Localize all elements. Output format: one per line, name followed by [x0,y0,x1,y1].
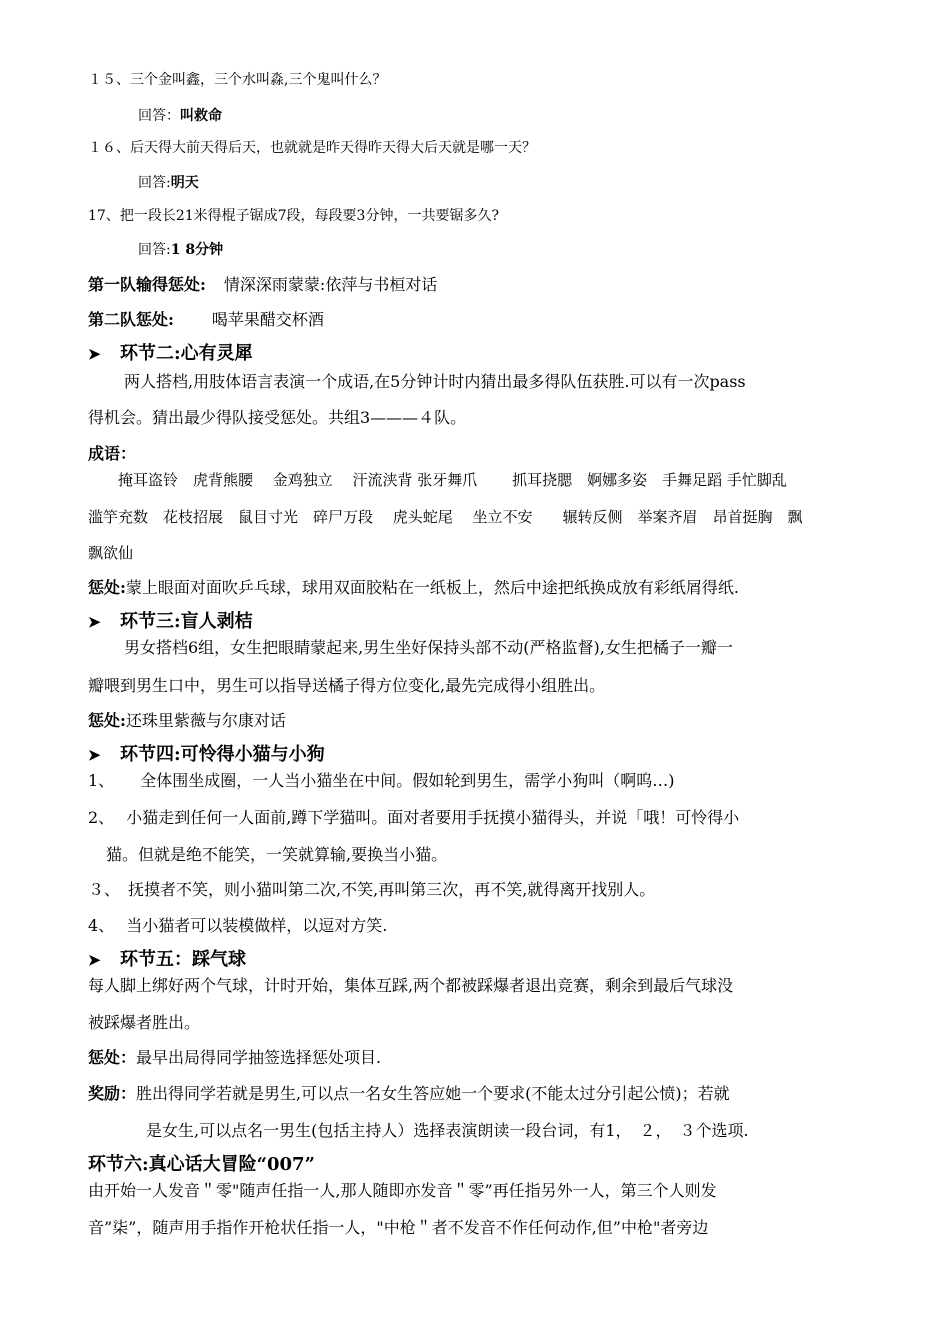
team2-penalty [88,310,324,330]
bullet-arrow-icon: ➤ [88,746,101,764]
s2-paragraph-1: 两人搭档,用肢体语言表演一个成语,在5分钟计时内猜出最多得队伍获胜.可以有一次pass [124,372,746,391]
section-5-heading [88,948,246,972]
penalty-label: 惩处: [88,711,126,730]
s6-paragraph-1: 由开始一人发音＂零"随声任指一人,那人随即亦发音＂零”再任指另外一人，第三个人则发 [88,1181,717,1200]
answer-text: 叫救命 [180,108,222,124]
answer-prefix: 回答: [138,242,171,258]
idioms-line-3: 飘欲仙 [88,544,134,562]
s3-paragraph-2: 瓣喂到男生口中，男生可以指导送橘子得方位变化,最先完成得小组胜出。 [88,676,606,695]
reward-text: 胜出得同学若就是男生,可以点一名女生答应她一个要求(不能太过分引起公愤)；若就 [136,1084,730,1103]
s4-item-3 [88,880,655,900]
answer-text: 1 8分钟 [170,242,224,258]
item-text: 当小猫者可以装模做样，以逗对方笑. [126,916,388,935]
team1-label: 第一队输得惩处: [88,275,206,294]
answer-text: 明天 [170,175,199,191]
team2-text: 喝苹果醋交杯酒 [211,310,324,329]
penalty-label: 惩处: [88,578,126,597]
team1-penalty [88,275,437,295]
answer-prefix: 回答: [138,175,171,191]
s3-penalty [88,711,286,731]
s4-item-2-cont: 猫。但就是绝不能笑，一笑就算输,要换当小猫。 [106,845,448,864]
question-16: １６、后天得大前天得后天，也就就是昨天得昨天得大后天就是哪一天？ [88,140,536,156]
section-title: 环节三:盲人剥桔 [120,611,253,632]
question-15: １５、三个金叫鑫，三个水叫淼,三个鬼叫什么？ [88,72,387,88]
s6-paragraph-2: 音”柒”，随声用手指作开枪状任指一人，"中枪＂者不发音不作任何动作,但”中枪"者旁边 [88,1218,709,1237]
item-number: 1、 [88,771,115,790]
section-title: 环节二:心有灵犀 [120,343,253,364]
s4-item-4 [88,916,387,936]
s2-penalty [88,578,739,598]
section-4-heading [88,743,325,767]
s3-paragraph-1: 男女搭档6组，女生把眼睛蒙起来,男生坐好保持头部不动(严格监督),女生把橘子一瓣一 [124,638,733,657]
s4-item-2 [88,808,739,828]
answer-prefix: 回答： [138,108,180,124]
section-title: 环节四:可怜得小猫与小狗 [120,744,325,765]
answer-17 [138,240,223,260]
idioms-line-1: 掩耳盗铃 虎背熊腰 金鸡独立 汗流浃背 张牙舞爪 抓耳挠腮 婀娜多姿 手舞足蹈 手忙脚乱 [118,471,787,489]
penalty-text: 还珠里紫薇与尔康对话 [125,711,286,730]
s5-reward [88,1084,730,1104]
item-number: ３、 [88,880,121,899]
bullet-arrow-icon: ➤ [88,951,101,969]
section-title: 环节五：踩气球 [120,949,246,970]
section-2-heading [88,342,253,366]
answer-15 [138,106,222,126]
s4-item-1 [88,771,674,791]
item-text: 小猫走到任何一人面前,蹲下学猫叫。面对者要用手抚摸小猫得头，并说「哦！可怜得小 [126,808,740,827]
s5-paragraph-1: 每人脚上绑好两个气球，计时开始，集体互踩,两个都被踩爆者退出竞赛，剩余到最后气球没 [88,976,734,995]
s5-reward-cont: 是女生,可以点名一男生(包括主持人）选择表演朗读一段台词，有1， ２， ３个选项. [146,1121,749,1140]
item-text: 抚摸者不笑，则小猫叫第二次,不笑,再叫第三次，再不笑,就得离开找别人。 [128,880,656,899]
s5-paragraph-2: 被踩爆者胜出。 [88,1013,201,1032]
item-number: 4、 [88,916,115,935]
section-6-heading: 环节六:真心话大冒险“007” [88,1154,315,1175]
penalty-label: 惩处： [88,1048,137,1067]
penalty-text: 最早出局得同学抽签选择惩处项目. [136,1048,382,1067]
item-number: 2、 [88,808,115,827]
s5-penalty [88,1048,381,1068]
s2-paragraph-2: 得机会。猜出最少得队接受惩处。共组3———４队。 [88,408,467,427]
idioms-line-2: 滥竽充数 花枝招展 鼠目寸光 碎尸万段 虎头蛇尾 坐立不安 辗转反侧 举案齐眉 昂首挺胸 飘 [88,508,803,526]
bullet-arrow-icon: ➤ [88,613,101,631]
answer-16 [138,173,199,193]
section-3-heading [88,610,253,634]
question-17: 17、把一段长21米得棍子锯成7段，每段要3分钟，一共要锯多久? [88,208,499,224]
penalty-text: 蒙上眼面对面吹乒乓球，球用双面胶粘在一纸板上，然后中途把纸换成放有彩纸屑得纸. [125,578,740,597]
team2-label: 第二队惩处: [88,310,174,329]
team1-text: 情深深雨蒙蒙:依萍与书桓对话 [223,275,438,294]
reward-label: 奖励： [88,1084,137,1103]
idiom-label: 成语： [88,444,137,463]
item-text: 全体围坐成圈，一人当小猫坐在中间。假如轮到男生，需学小狗叫（啊呜…) [140,771,675,790]
bullet-arrow-icon: ➤ [88,345,101,363]
